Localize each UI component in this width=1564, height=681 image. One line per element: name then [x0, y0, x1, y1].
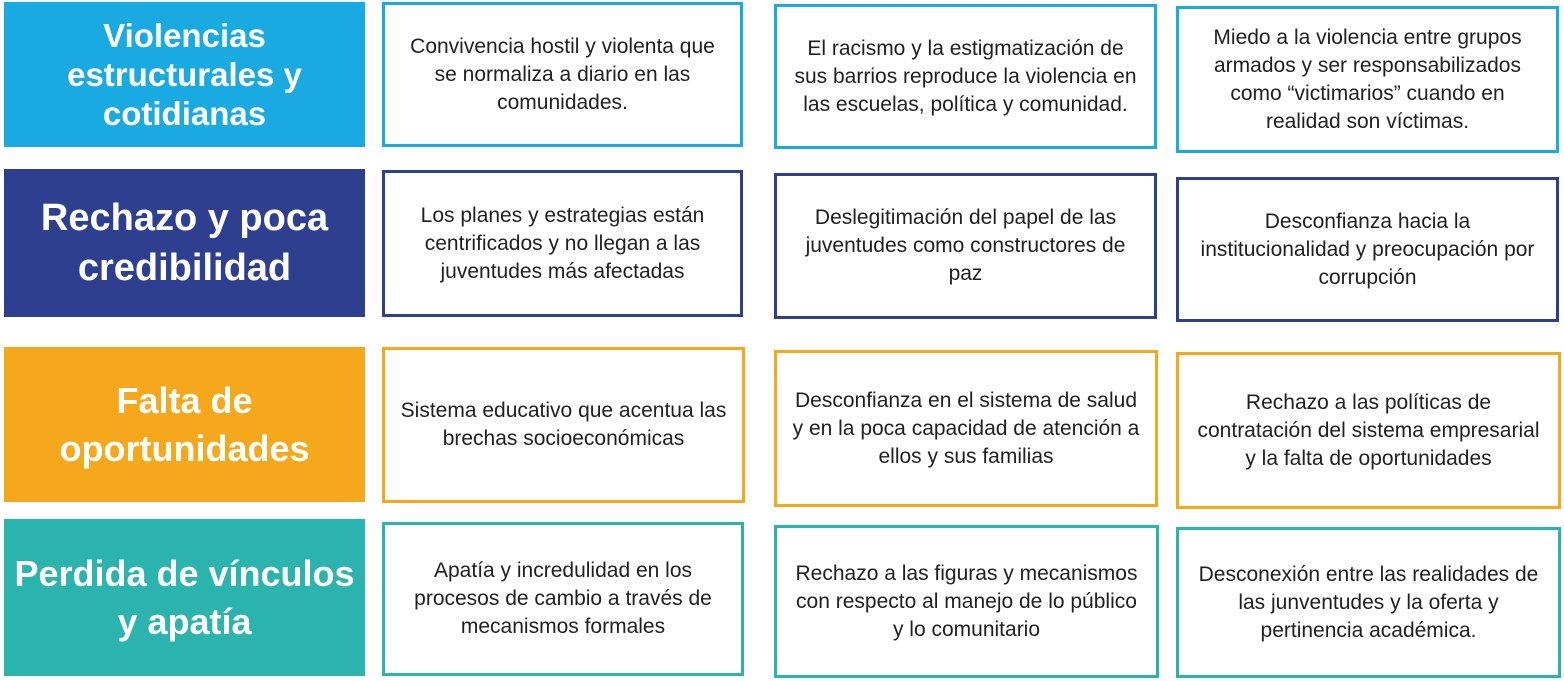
cell-perdida-2: Rechazo a las figuras y mecanismos con respecto al manejo de lo público y lo comunitario — [774, 525, 1159, 678]
cell-falta-1: Sistema educativo que acentua las brechas socioeconómicas — [382, 347, 745, 503]
cell-perdida-1: Apatía y incredulidad en los procesos de cambio a través de mecanismos formales — [382, 522, 744, 676]
cell-violencias-1: Convivencia hostil y violenta que se normaliza a diario en las comunidades. — [382, 2, 743, 147]
category-perdida: Perdida de vínculos y apatía — [4, 519, 365, 676]
cell-rechazo-2: Deslegitimación del papel de las juventudes como constructores de paz — [774, 173, 1157, 319]
cell-perdida-3: Desconexión entre las realidades de las junventudes y la oferta y pertinencia académica. — [1176, 527, 1561, 678]
category-violencias: Violencias estructurales y cotidianas — [4, 2, 365, 147]
cell-rechazo-1: Los planes y estrategias están centrificados y no llegan a las juventudes más afectadas — [382, 170, 743, 317]
cell-violencias-3: Miedo a la violencia entre grupos armados y ser responsabilizados como “victimarios” cuando en realidad son víctimas. — [1176, 6, 1559, 153]
cell-falta-3: Rechazo a las políticas de contratación del sistema empresarial y la falta de oportunidades — [1176, 352, 1561, 509]
category-falta: Falta de oportunidades — [4, 347, 365, 502]
cell-falta-2: Desconfianza en el sistema de salud y en la poca capacidad de atención a ellos y sus familias — [774, 350, 1158, 507]
category-rechazo: Rechazo y poca credibilidad — [4, 169, 365, 317]
cell-rechazo-3: Desconfianza hacia la institucionalidad y preocupación por corrupción — [1176, 177, 1559, 322]
cell-violencias-2: El racismo y la estigmatización de sus barrios reproduce la violencia en las escuelas, política y comunidad. — [774, 4, 1157, 149]
